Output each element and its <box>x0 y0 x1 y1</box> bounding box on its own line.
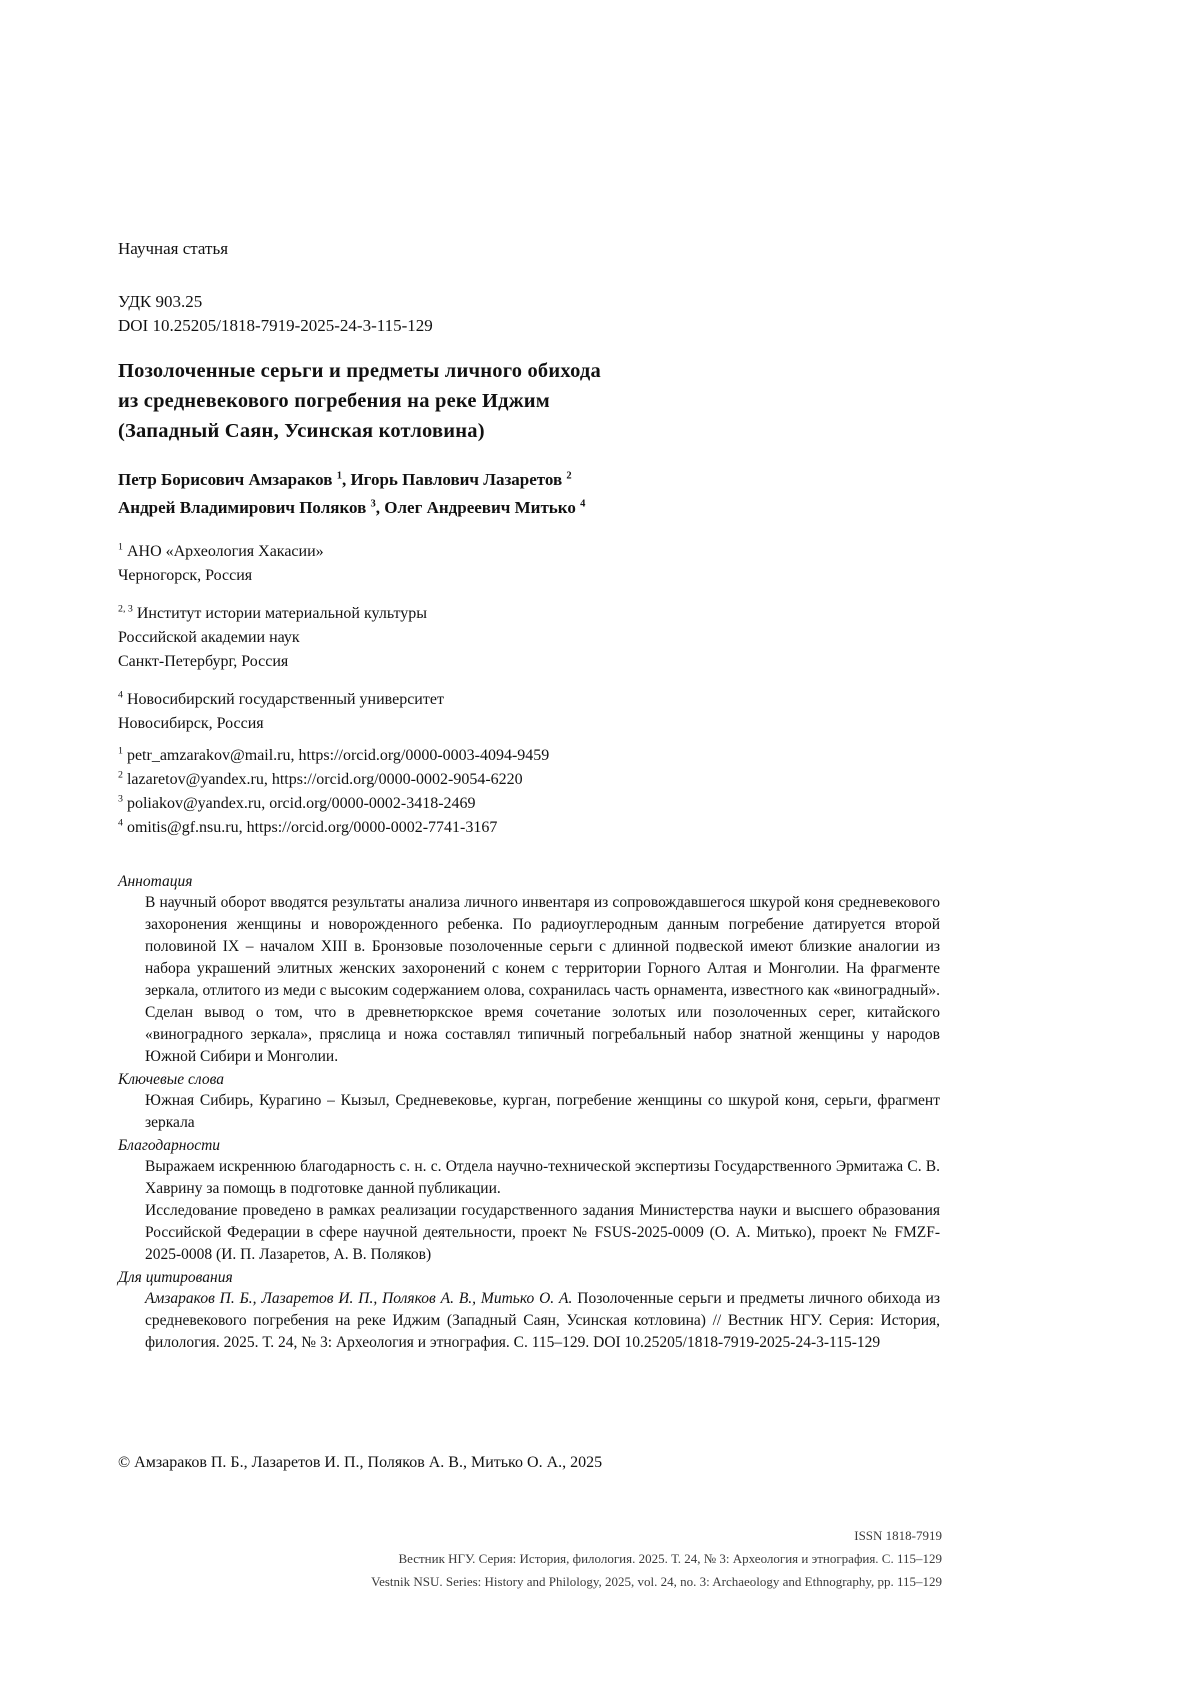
article-title-line-2: из средневекового погребения на реке Иджим <box>118 390 550 412</box>
abstract-heading: Аннотация <box>118 873 193 890</box>
affiliation-1-org: $^1$ АНО «Археология Хакасии» <box>118 541 324 560</box>
contact-email-orcid-1: $^1$ petr_amzarakov@mail.ru, https://orcid.org/0000-0003-4094-9459 <box>118 745 550 764</box>
affiliation-2 <box>118 602 940 674</box>
acknowledgments-paragraph-2: Исследование проведено в рамках реализации государственного задания Министерства науки и высшего образования Российской Федерации в сфере научной деятельности, проект № FSUS-2025-0009 (О. А. Митько), проект № FMZF-2025-0008 (И. П. Лазаретов, А. В. Поляков) <box>145 1202 940 1263</box>
footer-issn: ISSN 1818-7919 <box>854 1528 942 1543</box>
contact-email-orcid-2: $^2$ lazaretov@yandex.ru, https://orcid.org/0000-0002-9054-6220 <box>118 769 523 788</box>
authors-block <box>118 466 940 522</box>
affiliation-2-org: $^{2, 3}$ Институт истории материальной культуры <box>118 603 428 622</box>
footer-journal-ru: Вестник НГУ. Серия: История, филология. 2025. Т. 24, № 3: Археология и этнография. С. 115–129 <box>398 1551 942 1566</box>
contact-email-orcid-3: $^3$ poliakov@yandex.ru, orcid.org/0000-0002-3418-2469 <box>118 793 476 812</box>
keywords-heading: Ключевые слова <box>118 1071 224 1088</box>
keywords-text: Южная Сибирь, Курагино – Кызыл, Средневековье, курган, погребение женщины со шкурой коня, серьги, фрагмент зеркала <box>145 1092 940 1131</box>
copyright-line: © Амзараков П. Б., Лазаретов И. П., Поляков А. В., Митько О. А., 2025 <box>118 1454 603 1471</box>
article-title-line-3: (Западный Саян, Усинская котловина) <box>118 420 485 442</box>
udc-number: УДК 903.25 <box>118 292 203 311</box>
contact-email-orcid-4: $^4$ omitis@gf.nsu.ru, https://orcid.org/0000-0002-7741-3167 <box>118 817 498 836</box>
authors-line-1: Петр Борисович Амзараков $^1$, Игорь Павлович Лазаретов $^2$ <box>118 470 572 489</box>
acknowledgments-heading: Благодарности <box>118 1137 221 1154</box>
affiliation-2-org-cont: Российской академии наук <box>118 629 300 646</box>
affiliation-1 <box>118 540 940 588</box>
affiliation-3 <box>118 688 940 736</box>
doi-line: DOI 10.25205/1818-7919-2025-24-3-115-129 <box>118 316 433 335</box>
journal-footer <box>82 1524 942 1593</box>
authors-line-2: Андрей Владимирович Поляков $^3$, Олег Андреевич Митько $^4$ <box>118 498 586 517</box>
abstract-text: В научный оборот вводятся результаты анализа личного инвентаря из сопровождавшегося шкурой коня средневекового захоронения женщины и новорожденного ребенка. По радиоуглеродным данным погребение датируется второй половиной IX – началом XIII в. Бронзовые позолоченные серьги с длинной подвеской имеют близкие аналогии из набора украшений элитных женских захоронений с конем с территории Горного Алтая и Монголии. На фрагменте зеркала, отлитого из меди с высоким содержанием олова, сохранилась часть орнамента, известного как «виноградный». Сделан вывод о том, что в древнетюркское время сочетание золотых или позолоченных серег, китайского «виноградного зеркала», пряслица и ножа составлял типичный погребальный набор знатной женщины у народов Южной Сибири и Монголии. <box>145 894 940 1065</box>
acknowledgments-paragraph-1: Выражаем искреннюю благодарность с. н. с. Отдела научно-технической экспертизы Государственного Эрмитажа С. В. Хаврину за помощь в подготовке данной публикации. <box>145 1158 940 1197</box>
affiliation-1-city: Черногорск, Россия <box>118 567 253 584</box>
article-title <box>118 356 940 446</box>
article-type-label: Научная статья <box>118 239 229 258</box>
citation-heading: Для цитирования <box>118 1269 233 1286</box>
affiliation-3-org: $^4$ Новосибирский государственный университет <box>118 689 444 708</box>
contacts-block <box>118 744 940 840</box>
footer-journal-en: Vestnik NSU. Series: History and Philology, 2025, vol. 24, no. 3: Archaeology and Ethnography, pp. 115–129 <box>371 1574 942 1589</box>
affiliation-2-city: Санкт-Петербург, Россия <box>118 653 289 670</box>
main-column <box>118 0 940 1354</box>
citation-text: Амзараков П. Б., Лазаретов И. П., Поляков А. В., Митько О. А. Позолоченные серьги и предметы личного обихода из средневекового погребения на реке Иджим (Западный Саян, Усинская котловина) // Вестник НГУ. Серия: История, филология. 2025. Т. 24, № 3: Археология и этнография. С. 115–129. DOI 10.25205/1818-7919-2025-24-3-115-129 <box>145 1290 941 1351</box>
affiliation-3-city: Новосибирск, Россия <box>118 715 264 732</box>
article-title-line-1: Позолоченные серьги и предметы личного обихода <box>118 360 601 382</box>
